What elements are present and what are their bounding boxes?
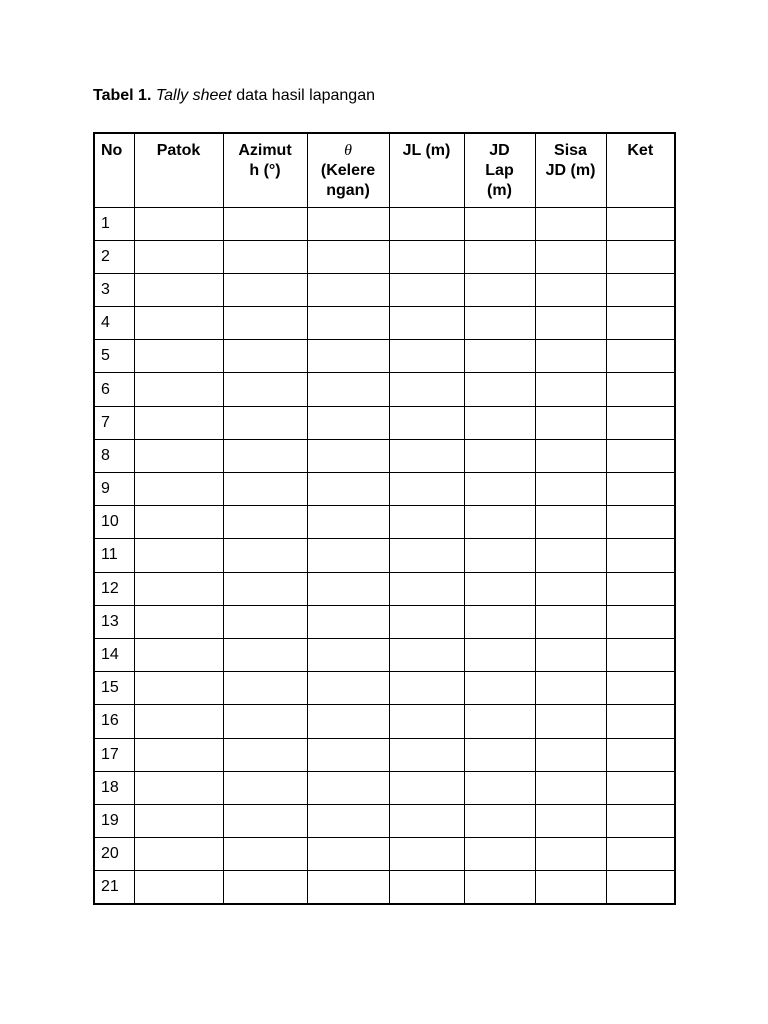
- row-number-cell: 4: [94, 307, 134, 340]
- table-row: [94, 838, 675, 871]
- theta-symbol: θ: [344, 142, 352, 159]
- sisa-jd-cell[interactable]: [535, 539, 606, 572]
- ket-cell[interactable]: [606, 506, 675, 539]
- patok-cell[interactable]: [134, 207, 223, 240]
- row-number-cell: 18: [94, 771, 134, 804]
- ket-cell[interactable]: [606, 373, 675, 406]
- header-azimuth: Azimut h (°): [223, 133, 307, 207]
- sisa-jd-cell[interactable]: [535, 307, 606, 340]
- sisa-jd-cell[interactable]: [535, 838, 606, 871]
- header-patok: Patok: [134, 133, 223, 207]
- kelerengan-cell[interactable]: [307, 207, 389, 240]
- kelerengan-cell[interactable]: [307, 539, 389, 572]
- jl-cell[interactable]: [389, 572, 464, 605]
- patok-cell[interactable]: [134, 871, 223, 904]
- table-row: [94, 771, 675, 804]
- azimuth-cell[interactable]: [223, 605, 307, 638]
- azimuth-cell[interactable]: [223, 838, 307, 871]
- sisa-jd-cell[interactable]: [535, 672, 606, 705]
- azimuth-cell[interactable]: [223, 473, 307, 506]
- jl-cell[interactable]: [389, 638, 464, 671]
- ket-cell[interactable]: [606, 240, 675, 273]
- ket-cell[interactable]: [606, 572, 675, 605]
- patok-cell[interactable]: [134, 705, 223, 738]
- azimuth-cell[interactable]: [223, 672, 307, 705]
- sisa-jd-cell[interactable]: [535, 373, 606, 406]
- ket-cell[interactable]: [606, 738, 675, 771]
- table-row: [94, 506, 675, 539]
- row-number-cell: 16: [94, 705, 134, 738]
- table-row: [94, 638, 675, 671]
- jl-cell[interactable]: [389, 439, 464, 472]
- patok-cell[interactable]: [134, 771, 223, 804]
- patok-cell[interactable]: [134, 506, 223, 539]
- table-caption: [93, 87, 375, 105]
- patok-cell[interactable]: [134, 638, 223, 671]
- ket-cell[interactable]: [606, 672, 675, 705]
- kelerengan-cell[interactable]: [307, 572, 389, 605]
- row-number-cell: 9: [94, 473, 134, 506]
- kelerengan-cell[interactable]: [307, 406, 389, 439]
- jd-lap-cell[interactable]: [464, 473, 535, 506]
- jd-lap-cell[interactable]: [464, 207, 535, 240]
- azimuth-cell[interactable]: [223, 273, 307, 306]
- table-row: [94, 539, 675, 572]
- table-row: [94, 240, 675, 273]
- row-number-cell: 3: [94, 273, 134, 306]
- row-number-cell: 6: [94, 373, 134, 406]
- table-row: [94, 340, 675, 373]
- azimuth-cell[interactable]: [223, 340, 307, 373]
- kelerengan-cell[interactable]: [307, 307, 389, 340]
- kelerengan-cell[interactable]: [307, 838, 389, 871]
- caption-italic: Tally sheet: [155, 87, 232, 104]
- jd-lap-cell[interactable]: [464, 804, 535, 837]
- jd-lap-cell[interactable]: [464, 273, 535, 306]
- azimuth-cell[interactable]: [223, 638, 307, 671]
- ket-cell[interactable]: [606, 804, 675, 837]
- ket-cell[interactable]: [606, 439, 675, 472]
- jl-cell[interactable]: [389, 705, 464, 738]
- sisa-jd-cell[interactable]: [535, 771, 606, 804]
- patok-cell[interactable]: [134, 273, 223, 306]
- row-number-cell: 19: [94, 804, 134, 837]
- sisa-jd-cell[interactable]: [535, 207, 606, 240]
- jd-lap-cell[interactable]: [464, 340, 535, 373]
- azimuth-cell[interactable]: [223, 439, 307, 472]
- kelerengan-cell[interactable]: [307, 340, 389, 373]
- row-number-cell: 10: [94, 506, 134, 539]
- kelerengan-cell[interactable]: [307, 771, 389, 804]
- sisa-jd-cell[interactable]: [535, 738, 606, 771]
- kelerengan-cell[interactable]: [307, 804, 389, 837]
- table-row: [94, 473, 675, 506]
- ket-cell[interactable]: [606, 340, 675, 373]
- jd-lap-cell[interactable]: [464, 373, 535, 406]
- table-row: [94, 804, 675, 837]
- table-row: [94, 406, 675, 439]
- patok-cell[interactable]: [134, 672, 223, 705]
- patok-cell[interactable]: [134, 838, 223, 871]
- azimuth-cell[interactable]: [223, 406, 307, 439]
- patok-cell[interactable]: [134, 240, 223, 273]
- kelerengan-cell[interactable]: [307, 240, 389, 273]
- jd-lap-cell[interactable]: [464, 572, 535, 605]
- sisa-jd-cell[interactable]: [535, 240, 606, 273]
- ket-cell[interactable]: [606, 273, 675, 306]
- row-number-cell: 11: [94, 539, 134, 572]
- header-kelerengan: θ (Kelere ngan): [307, 133, 389, 207]
- sisa-jd-cell[interactable]: [535, 804, 606, 837]
- row-number-cell: 12: [94, 572, 134, 605]
- ket-cell[interactable]: [606, 605, 675, 638]
- header-no: No: [94, 133, 134, 207]
- azimuth-cell[interactable]: [223, 705, 307, 738]
- ket-cell[interactable]: [606, 771, 675, 804]
- azimuth-cell[interactable]: [223, 738, 307, 771]
- jd-lap-cell[interactable]: [464, 705, 535, 738]
- sisa-jd-cell[interactable]: [535, 340, 606, 373]
- patok-cell[interactable]: [134, 539, 223, 572]
- jd-lap-cell[interactable]: [464, 738, 535, 771]
- header-row: [94, 133, 675, 207]
- jl-cell[interactable]: [389, 406, 464, 439]
- kelerengan-cell[interactable]: [307, 605, 389, 638]
- jl-cell[interactable]: [389, 871, 464, 904]
- header-ket: Ket: [606, 133, 675, 207]
- ket-cell[interactable]: [606, 705, 675, 738]
- azimuth-cell[interactable]: [223, 506, 307, 539]
- jl-cell[interactable]: [389, 738, 464, 771]
- table-row: [94, 738, 675, 771]
- jl-cell[interactable]: [389, 340, 464, 373]
- jl-cell[interactable]: [389, 240, 464, 273]
- jd-lap-cell[interactable]: [464, 838, 535, 871]
- table-row: [94, 439, 675, 472]
- jd-lap-cell[interactable]: [464, 638, 535, 671]
- tally-sheet-table: [93, 132, 676, 905]
- azimuth-cell[interactable]: [223, 539, 307, 572]
- patok-cell[interactable]: [134, 307, 223, 340]
- patok-cell[interactable]: [134, 340, 223, 373]
- patok-cell[interactable]: [134, 738, 223, 771]
- jl-cell[interactable]: [389, 672, 464, 705]
- sisa-jd-cell[interactable]: [535, 506, 606, 539]
- sisa-jd-cell[interactable]: [535, 638, 606, 671]
- patok-cell[interactable]: [134, 406, 223, 439]
- kelerengan-cell[interactable]: [307, 672, 389, 705]
- jd-lap-cell[interactable]: [464, 771, 535, 804]
- sisa-jd-cell[interactable]: [535, 871, 606, 904]
- ket-cell[interactable]: [606, 539, 675, 572]
- jl-cell[interactable]: [389, 506, 464, 539]
- kelerengan-cell[interactable]: [307, 373, 389, 406]
- row-number-cell: 17: [94, 738, 134, 771]
- sisa-jd-cell[interactable]: [535, 473, 606, 506]
- azimuth-cell[interactable]: [223, 871, 307, 904]
- jl-cell[interactable]: [389, 373, 464, 406]
- table-row: [94, 207, 675, 240]
- row-number-cell: 2: [94, 240, 134, 273]
- azimuth-cell[interactable]: [223, 572, 307, 605]
- table-row: [94, 273, 675, 306]
- azimuth-cell[interactable]: [223, 240, 307, 273]
- sisa-jd-cell[interactable]: [535, 439, 606, 472]
- table-row: [94, 605, 675, 638]
- azimuth-cell[interactable]: [223, 804, 307, 837]
- row-number-cell: 1: [94, 207, 134, 240]
- ket-cell[interactable]: [606, 406, 675, 439]
- jd-lap-cell[interactable]: [464, 406, 535, 439]
- table-row: [94, 705, 675, 738]
- ket-cell[interactable]: [606, 871, 675, 904]
- header-jl: JL (m): [389, 133, 464, 207]
- row-number-cell: 14: [94, 638, 134, 671]
- table-body: [94, 207, 675, 904]
- jl-cell[interactable]: [389, 207, 464, 240]
- table-row: [94, 871, 675, 904]
- jd-lap-cell[interactable]: [464, 871, 535, 904]
- kelerengan-cell[interactable]: [307, 871, 389, 904]
- jd-lap-cell[interactable]: [464, 506, 535, 539]
- header-sisa-jd: Sisa JD (m): [535, 133, 606, 207]
- table-row: [94, 373, 675, 406]
- row-number-cell: 8: [94, 439, 134, 472]
- row-number-cell: 15: [94, 672, 134, 705]
- row-number-cell: 21: [94, 871, 134, 904]
- ket-cell[interactable]: [606, 838, 675, 871]
- row-number-cell: 5: [94, 340, 134, 373]
- kelerengan-cell[interactable]: [307, 439, 389, 472]
- azimuth-cell[interactable]: [223, 307, 307, 340]
- azimuth-cell[interactable]: [223, 771, 307, 804]
- jd-lap-cell[interactable]: [464, 605, 535, 638]
- patok-cell[interactable]: [134, 439, 223, 472]
- kelerengan-cell[interactable]: [307, 738, 389, 771]
- sisa-jd-cell[interactable]: [535, 406, 606, 439]
- sisa-jd-cell[interactable]: [535, 572, 606, 605]
- kelerengan-cell[interactable]: [307, 273, 389, 306]
- sisa-jd-cell[interactable]: [535, 273, 606, 306]
- table-row: [94, 672, 675, 705]
- jl-cell[interactable]: [389, 771, 464, 804]
- patok-cell[interactable]: [134, 605, 223, 638]
- sisa-jd-cell[interactable]: [535, 605, 606, 638]
- jl-cell[interactable]: [389, 838, 464, 871]
- row-number-cell: 20: [94, 838, 134, 871]
- kelerengan-cell[interactable]: [307, 506, 389, 539]
- jd-lap-cell[interactable]: [464, 672, 535, 705]
- jl-cell[interactable]: [389, 273, 464, 306]
- ket-cell[interactable]: [606, 473, 675, 506]
- sisa-jd-cell[interactable]: [535, 705, 606, 738]
- jd-lap-cell[interactable]: [464, 539, 535, 572]
- table-row: [94, 307, 675, 340]
- jl-cell[interactable]: [389, 473, 464, 506]
- jd-lap-cell[interactable]: [464, 240, 535, 273]
- azimuth-cell[interactable]: [223, 373, 307, 406]
- patok-cell[interactable]: [134, 804, 223, 837]
- ket-cell[interactable]: [606, 638, 675, 671]
- jl-cell[interactable]: [389, 605, 464, 638]
- header-jd-lap: JD Lap (m): [464, 133, 535, 207]
- ket-cell[interactable]: [606, 307, 675, 340]
- jl-cell[interactable]: [389, 804, 464, 837]
- ket-cell[interactable]: [606, 207, 675, 240]
- row-number-cell: 13: [94, 605, 134, 638]
- jl-cell[interactable]: [389, 307, 464, 340]
- patok-cell[interactable]: [134, 473, 223, 506]
- jd-lap-cell[interactable]: [464, 439, 535, 472]
- row-number-cell: 7: [94, 406, 134, 439]
- kelerengan-cell[interactable]: [307, 638, 389, 671]
- caption-rest: data hasil lapangan: [236, 87, 375, 104]
- caption-label: Tabel 1.: [93, 87, 152, 104]
- azimuth-cell[interactable]: [223, 207, 307, 240]
- kelerengan-cell[interactable]: [307, 473, 389, 506]
- table-row: [94, 572, 675, 605]
- jd-lap-cell[interactable]: [464, 307, 535, 340]
- patok-cell[interactable]: [134, 572, 223, 605]
- kelerengan-cell[interactable]: [307, 705, 389, 738]
- patok-cell[interactable]: [134, 373, 223, 406]
- jl-cell[interactable]: [389, 539, 464, 572]
